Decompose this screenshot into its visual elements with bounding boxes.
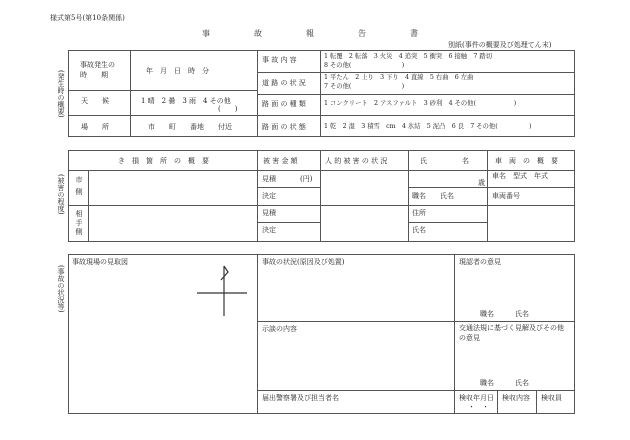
place-label: 場 所 xyxy=(81,123,109,131)
title-char: 報 xyxy=(306,29,314,38)
surface-condition-options: 1 乾 2 湿 3 積雪 cm 4 氷結 5 泥凸 6 良 7 その他( ) xyxy=(324,123,532,130)
estimate-label-other: 見積 xyxy=(262,209,276,217)
receipt-date-label: 検収年月日 xyxy=(459,394,494,402)
section-label-situation: (事故の状況等) xyxy=(57,265,65,313)
car-number-label: 車両番号 xyxy=(492,192,520,200)
form-number: 様式第5号(第10条関係) xyxy=(50,14,125,22)
title-char: 告 xyxy=(358,29,366,38)
situation-label: 事故の状況(原因及び処置) xyxy=(262,258,345,266)
datetime-label-2: 時 期 xyxy=(80,71,108,79)
row-label-other-party: 相手側 xyxy=(75,210,83,237)
title-char: 事 xyxy=(202,29,210,38)
place-value: 市 町 番地 付近 xyxy=(148,123,232,131)
north-compass-sketch xyxy=(195,258,255,320)
decided-label-other: 決定 xyxy=(262,226,276,234)
surface-type-label: 路 面 の 種 類 xyxy=(262,100,306,108)
traffic-law-opinion-label: 交通法規に基づく見解及びその他 xyxy=(459,324,564,332)
receipt-content-label: 検収内容 xyxy=(502,394,530,402)
accident-content-options: 1 転覆 2 転落 3 火災 4 追突 5 衝突 6 接触 7 踏切 xyxy=(324,53,492,60)
yen-label: (円) xyxy=(300,175,313,183)
site-map-label: 事故現場の見取図 xyxy=(72,258,128,266)
injury-status-header: 人 的 被 害 の 状 況 xyxy=(325,157,388,165)
name-label-other: 氏名 xyxy=(412,226,426,234)
police-report-label: 届出警察署及び担当者名 xyxy=(262,394,339,402)
section-label-occurrence: (発生時の概要) xyxy=(57,70,65,118)
age-label: 歳 xyxy=(478,179,485,187)
settlement-label: 示談の内容 xyxy=(262,325,297,333)
section-label-damage: (被害の程度) xyxy=(57,174,65,215)
name-label: 氏名 xyxy=(440,192,454,200)
traffic-signature: 職名 氏名 xyxy=(480,379,529,387)
road-status-options: 1 平たん 2 上り 3 下り 4 直線 5 右曲 6 左曲 xyxy=(324,74,474,81)
damage-location-header: き 損 箇 所 の 概 要 xyxy=(118,157,209,165)
attachment-note: 別紙(事件の概要及び処理てん末) xyxy=(448,41,552,49)
weather-options: 1 晴 2 曇 3 雨 4 その他 xyxy=(141,97,231,105)
name-header: 氏 名 xyxy=(420,157,469,165)
address-label: 住所 xyxy=(412,209,426,217)
traffic-law-opinion-label-2: の意見 xyxy=(459,334,480,342)
datetime-value: 年 月 日 時 分 xyxy=(146,67,209,75)
title-char: 書 xyxy=(410,29,418,38)
receipt-date-value: ・ ・ xyxy=(468,403,489,411)
vehicle-overview-header: 車 両 の 概 要 xyxy=(495,157,558,165)
title-char: 故 xyxy=(254,29,262,38)
surface-type-options: 1 コンクリート 2 アスファルト 3 砂利 4 その他( ) xyxy=(324,100,517,107)
road-status-other: 7 その他( ) xyxy=(324,83,405,90)
accident-content-label: 事 故 内 容 xyxy=(262,56,297,64)
decided-label: 決定 xyxy=(262,192,276,200)
occupation-label: 職名 xyxy=(412,192,426,200)
weather-other-paren: ( ) xyxy=(218,105,238,113)
receipt-person-label: 検収員 xyxy=(541,394,562,402)
accident-content-other: 8 その他( ) xyxy=(324,62,405,69)
surface-condition-label: 路 面 の 状 態 xyxy=(262,123,306,131)
row-label-city-side: 市側 xyxy=(75,176,83,200)
car-model-label: 車名 型式 年式 xyxy=(492,172,548,180)
weather-label: 天 候 xyxy=(81,97,109,105)
observer-opinion-label: 現認者の意見 xyxy=(459,258,501,266)
estimate-label: 見積 xyxy=(262,175,276,183)
observer-signature: 職名 氏名 xyxy=(480,310,529,318)
road-status-label: 道 路 の 状 況 xyxy=(262,79,306,87)
datetime-label: 事故発生の xyxy=(80,61,115,69)
damage-amount-header: 被 害 金 額 xyxy=(263,157,298,165)
